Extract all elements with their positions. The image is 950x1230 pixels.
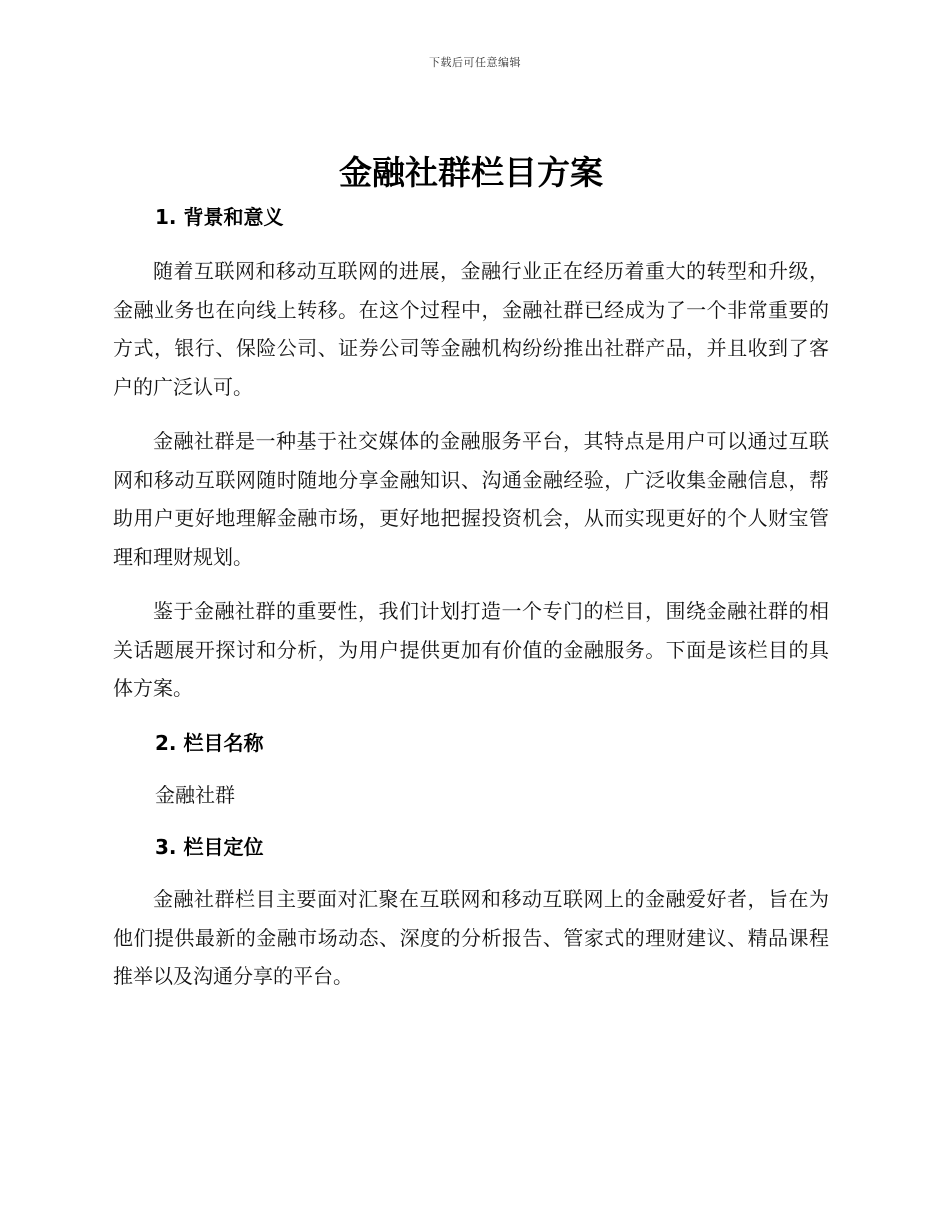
paragraph-background-1: 随着互联网和移动互联网的进展，金融行业正在经历着重大的转型和升级，金融业务也在向线上转移。在这个过程中，金融社群已经成为了一个非常重要的方式，银行、保险公司、证券公司等金融机构纷纷推出社群产品，并且收到了客户的广泛认可。 <box>113 259 829 399</box>
paragraph-background-3: 鉴于金融社群的重要性，我们计划打造一个专门的栏目，围绕金融社群的相关话题展开探讨和分析，为用户提供更加有价值的金融服务。下面是该栏目的具体方案。 <box>113 599 829 700</box>
document-title: 金融社群栏目方案 <box>339 153 603 192</box>
column-name-text: 金融社群 <box>155 782 235 807</box>
section-heading-positioning: 3. 栏目定位 <box>155 835 264 859</box>
section-heading-column-name: 2. 栏目名称 <box>155 730 264 755</box>
document-content <box>113 148 829 996</box>
header-note: 下载后可任意编辑 <box>429 56 521 69</box>
paragraph-positioning: 金融社群栏目主要面对汇聚在互联网和移动互联网上的金融爱好者，旨在为他们提供最新的金融市场动态、深度的分析报告、管家式的理财建议、精品课程推举以及沟通分享的平台。 <box>113 887 829 988</box>
section-heading-background: 1. 背景和意义 <box>155 205 284 229</box>
paragraph-background-2: 金融社群是一种基于社交媒体的金融服务平台，其特点是用户可以通过互联网和移动互联网随时随地分享金融知识、沟通金融经验，广泛收集金融信息，帮助用户更好地理解金融市场，更好地把握投资机会，从而实现更好的个人财宝管理和理财规划。 <box>113 429 829 569</box>
